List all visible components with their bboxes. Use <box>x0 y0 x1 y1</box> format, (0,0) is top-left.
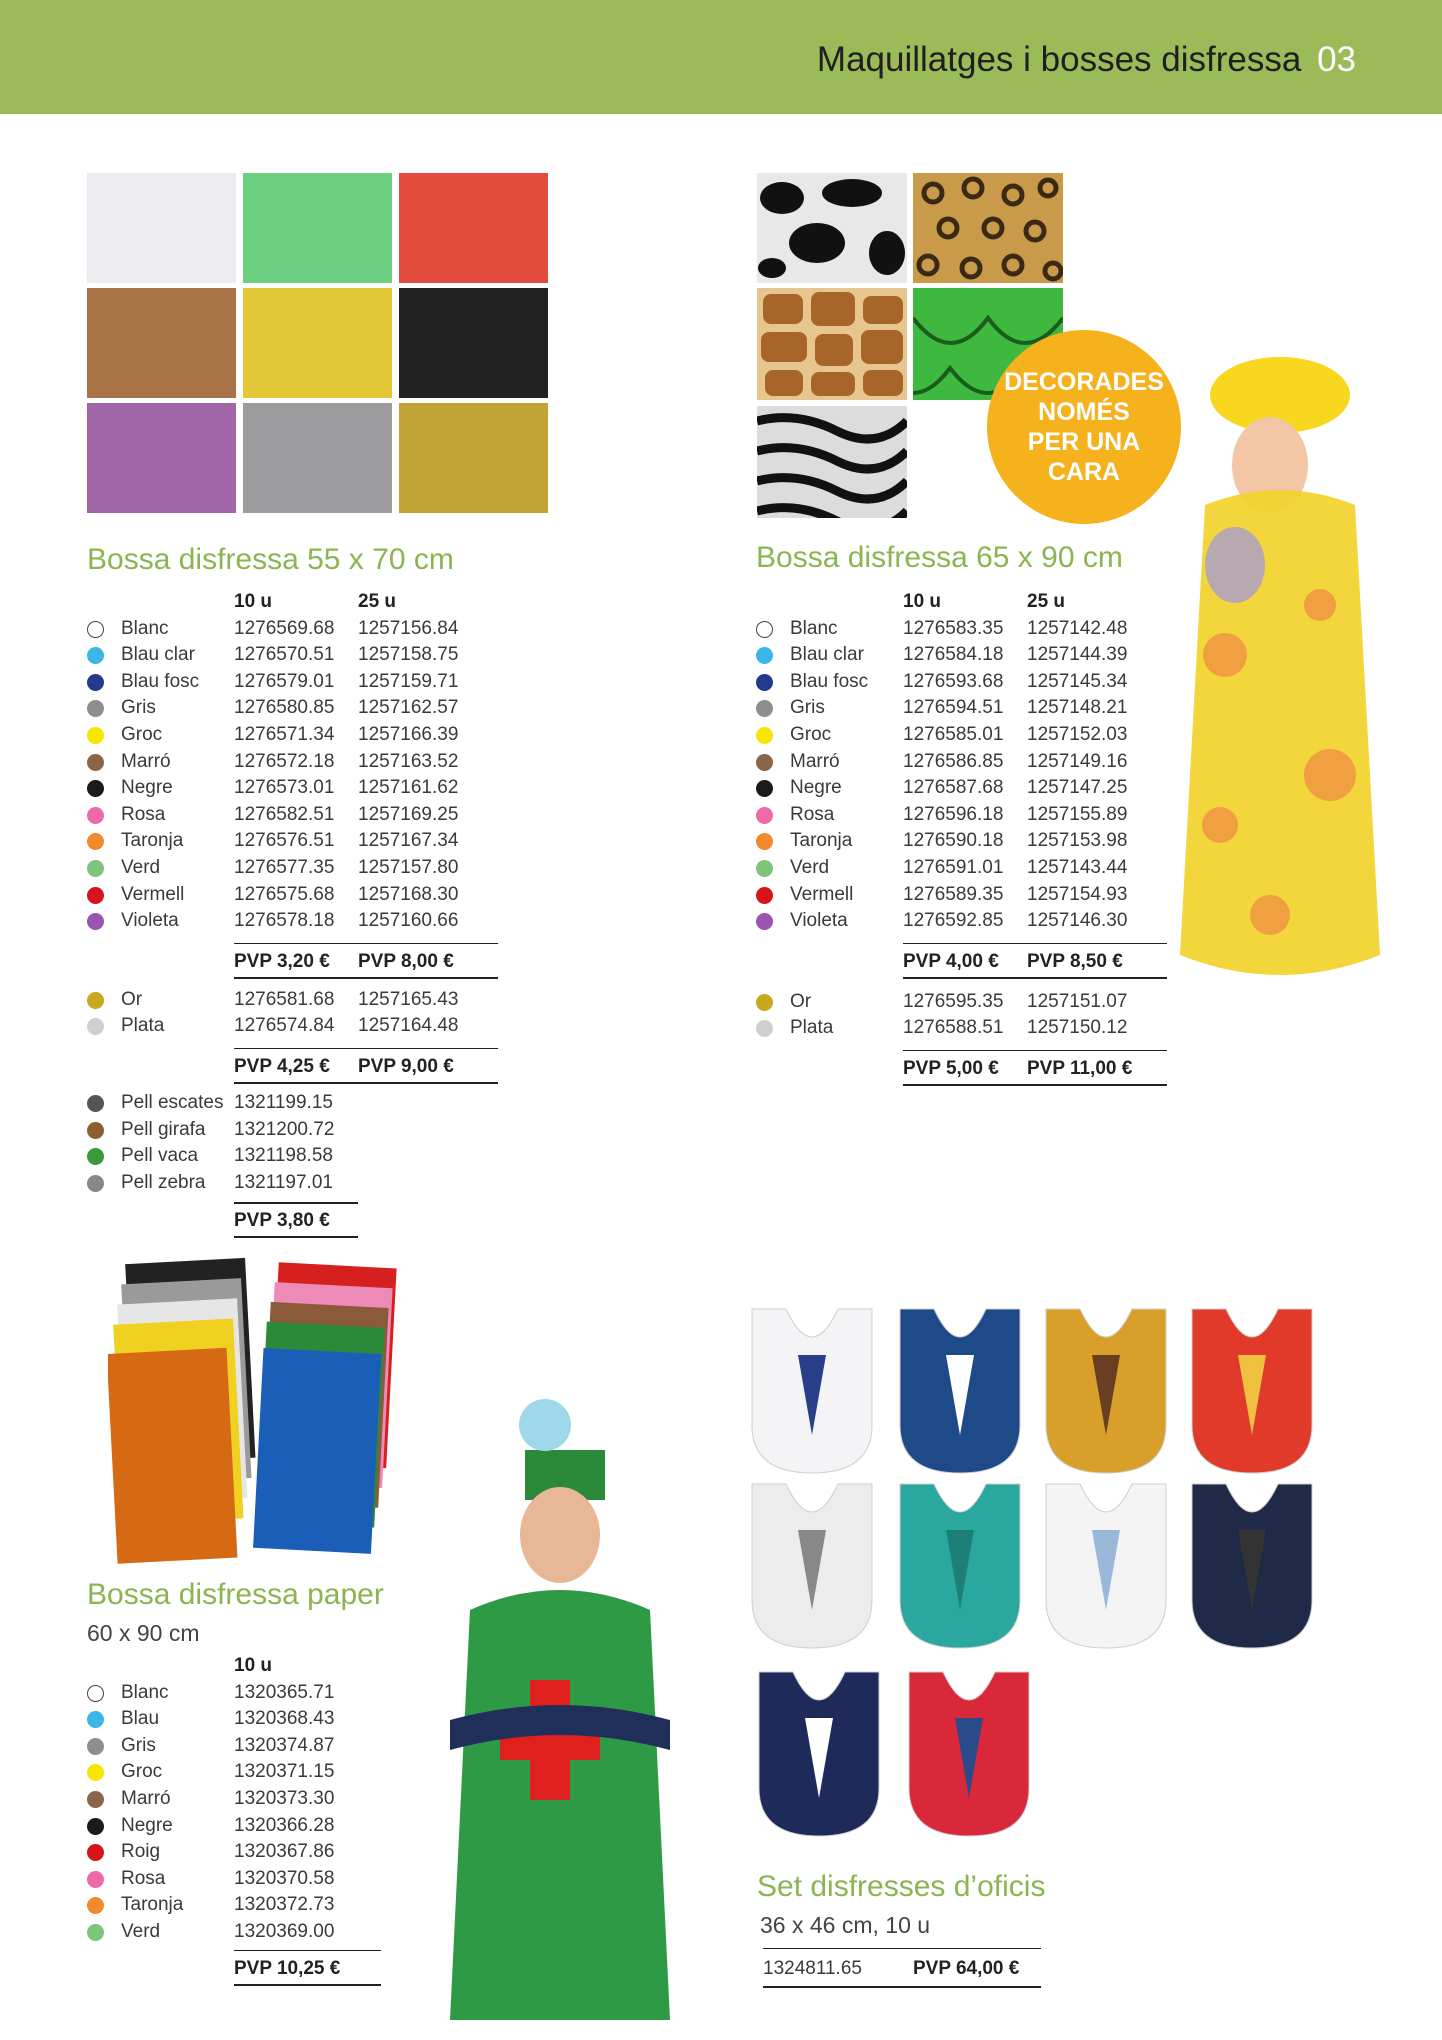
ref-code: 1276592.85 <box>903 910 1004 932</box>
price-rule-top <box>903 1050 1167 1052</box>
price-label: PVP 8,00 € <box>358 950 454 972</box>
table-row <box>87 1866 358 1893</box>
color-name: Groc <box>121 1761 163 1783</box>
ref-code: 1257150.12 <box>1027 1017 1128 1039</box>
ref-code: 1320366.28 <box>234 1814 335 1836</box>
ref-code: 1257146.30 <box>1027 910 1128 932</box>
table-row <box>756 802 1167 829</box>
bag65-title: Bossa disfressa 65 x 90 cm <box>756 541 1123 574</box>
price-rule-bottom <box>234 1984 381 1986</box>
color-name: Blau clar <box>121 644 195 666</box>
ref-code: 1276581.68 <box>234 988 335 1010</box>
ref-code: 1257156.84 <box>358 617 459 639</box>
price-rule-bottom <box>903 977 1167 979</box>
color-dot-icon <box>87 992 104 1009</box>
set-rule-top <box>763 1948 1041 1949</box>
table-row <box>87 1892 358 1919</box>
cow-pattern-swatch <box>757 173 907 283</box>
color-dot-icon <box>756 647 773 664</box>
color-name: Violeta <box>790 910 848 932</box>
table-row <box>87 1919 358 1946</box>
color-name: Blanc <box>790 617 838 639</box>
bag65-table <box>756 589 1167 1090</box>
color-name: Negre <box>121 1814 173 1836</box>
badge-line-1: DECORADES <box>1004 368 1164 396</box>
table-row <box>87 1733 358 1760</box>
color-name: Verd <box>790 856 830 878</box>
column-header: 10 u <box>234 1655 273 1676</box>
ref-code: 1276591.01 <box>903 856 1004 878</box>
color-name: Blau fosc <box>121 670 200 692</box>
color-dot-icon <box>87 1122 104 1139</box>
color-dot-icon <box>756 913 773 930</box>
color-name: Or <box>790 990 812 1012</box>
color-dot-icon <box>87 674 104 691</box>
table-header <box>87 589 498 616</box>
ref-code: 1276577.35 <box>234 856 335 878</box>
table-row <box>87 1013 498 1040</box>
zebra-pattern-swatch <box>757 406 907 518</box>
price-label: PVP 3,20 € <box>234 950 330 972</box>
color-dot-icon <box>756 887 773 904</box>
table-row <box>756 1015 1167 1042</box>
ref-code: 1276596.18 <box>903 803 1004 825</box>
table-header <box>87 1653 358 1680</box>
ref-code: 1257169.25 <box>358 803 459 825</box>
color-dot-icon <box>756 994 773 1011</box>
color-name: Plata <box>790 1017 834 1039</box>
table-row <box>87 1813 358 1840</box>
paper-title: Bossa disfressa paper <box>87 1578 384 1611</box>
color-dot-icon <box>756 727 773 744</box>
ref-code: 1276585.01 <box>903 723 1004 745</box>
costume-vest <box>1042 1480 1170 1650</box>
ref-code: 1321198.58 <box>234 1145 333 1167</box>
price-rule-bottom <box>234 1082 498 1084</box>
table-row <box>87 1839 358 1866</box>
color-swatch <box>243 173 392 283</box>
color-dot-icon <box>87 1018 104 1035</box>
color-dot-icon <box>87 754 104 771</box>
price-row <box>87 935 498 983</box>
color-name: Taronja <box>121 1894 184 1916</box>
table-row <box>87 642 498 669</box>
color-name: Marró <box>121 750 171 772</box>
badge-line-3: PER UNA <box>1027 428 1141 456</box>
color-dot-icon <box>756 833 773 850</box>
costume-vest <box>748 1480 876 1650</box>
price-rule-bottom <box>903 1084 1167 1086</box>
color-name: Rosa <box>121 1867 166 1889</box>
color-name: Pell zebra <box>121 1171 206 1193</box>
giraffe-pattern-swatch <box>757 288 907 400</box>
ref-code: 1320369.00 <box>234 1920 335 1942</box>
price-rule-bottom <box>234 1236 358 1238</box>
price-rule-top <box>234 1202 358 1204</box>
color-name: Taronja <box>121 830 184 852</box>
table-row <box>756 775 1167 802</box>
color-dot-icon <box>87 1844 104 1861</box>
table-row <box>756 749 1167 776</box>
color-dot-icon <box>87 1818 104 1835</box>
doctor-costume-photo <box>430 1390 680 2040</box>
ref-code: 1320365.71 <box>234 1681 335 1703</box>
color-dot-icon <box>756 807 773 824</box>
price-rule-top <box>234 1950 381 1952</box>
price-rule-top <box>234 1048 498 1050</box>
table-row <box>87 828 498 855</box>
ref-code: 1321197.01 <box>234 1171 333 1193</box>
ref-code: 1257167.34 <box>358 830 459 852</box>
color-dot-icon <box>87 647 104 664</box>
ref-code: 1276587.68 <box>903 777 1004 799</box>
costume-vest <box>1188 1480 1316 1650</box>
price-row <box>756 1042 1167 1090</box>
color-dot-icon <box>87 727 104 744</box>
table-row <box>87 1706 358 1733</box>
costume-vest <box>1188 1305 1316 1475</box>
color-dot-icon <box>87 807 104 824</box>
ref-code: 1276589.35 <box>903 883 1004 905</box>
table-row <box>87 616 498 643</box>
price-label: PVP 11,00 € <box>1027 1057 1133 1079</box>
bag55-table <box>87 589 498 1242</box>
color-name: Marró <box>121 1787 171 1809</box>
ref-code: 1320371.15 <box>234 1761 335 1783</box>
color-name: Roig <box>121 1841 161 1863</box>
color-name: Blanc <box>121 1681 169 1703</box>
color-name: Vermell <box>121 883 185 905</box>
color-name: Pell escates <box>121 1091 224 1113</box>
color-swatch <box>243 288 392 398</box>
color-dot-icon <box>87 1095 104 1112</box>
color-name: Verd <box>121 1920 161 1942</box>
ref-code: 1320368.43 <box>234 1708 335 1730</box>
color-name: Rosa <box>121 803 166 825</box>
column-header: 25 u <box>358 591 397 612</box>
ref-code: 1257157.80 <box>358 856 459 878</box>
color-name: Or <box>121 988 143 1010</box>
color-dot-icon <box>87 1711 104 1728</box>
badge-line-4: CARA <box>1047 458 1121 486</box>
ref-code: 1257165.43 <box>358 988 459 1010</box>
ref-code: 1257160.66 <box>358 910 459 932</box>
leopard-pattern-swatch <box>913 173 1063 283</box>
color-dot-icon <box>87 1148 104 1165</box>
section-title: Maquillatges i bosses disfressa <box>816 40 1302 79</box>
ref-code: 1276586.85 <box>903 750 1004 772</box>
column-header: 10 u <box>903 591 942 612</box>
color-dot-icon <box>756 1020 773 1037</box>
ref-code: 1276594.51 <box>903 697 1004 719</box>
price-label: PVP 3,80 € <box>234 1210 330 1232</box>
costume-vest <box>896 1480 1024 1650</box>
ref-code: 1276572.18 <box>234 750 335 772</box>
ref-code: 1276580.85 <box>234 697 335 719</box>
price-row <box>87 1196 498 1242</box>
ref-code: 1276570.51 <box>234 644 335 666</box>
color-swatch <box>87 288 236 398</box>
color-dot-icon <box>87 1738 104 1755</box>
color-name: Verd <box>121 856 161 878</box>
table-row <box>87 1170 498 1197</box>
color-name: Gris <box>790 697 825 719</box>
color-dot-icon <box>87 1685 104 1702</box>
paper-size: 60 x 90 cm <box>87 1620 200 1646</box>
costume-vest <box>1042 1305 1170 1475</box>
ref-code: 1257147.25 <box>1027 777 1128 799</box>
color-name: Blau fosc <box>790 670 869 692</box>
table-row <box>756 642 1167 669</box>
color-dot-icon <box>756 674 773 691</box>
table-row <box>87 695 498 722</box>
set-title: Set disfresses d’oficis <box>757 1870 1046 1903</box>
ref-code: 1320372.73 <box>234 1894 335 1916</box>
ref-code: 1257148.21 <box>1027 697 1128 719</box>
color-dot-icon <box>756 621 773 638</box>
ref-code: 1257143.44 <box>1027 856 1128 878</box>
color-name: Taronja <box>790 830 853 852</box>
ref-code: 1276579.01 <box>234 670 335 692</box>
cheese-costume-photo <box>1150 355 1410 1005</box>
table-row <box>756 908 1167 935</box>
color-name: Pell girafa <box>121 1118 206 1140</box>
set-price: PVP 64,00 € <box>913 1958 1020 1979</box>
ref-code: 1257142.48 <box>1027 617 1128 639</box>
table-row <box>87 1680 358 1707</box>
ref-code: 1257155.89 <box>1027 803 1128 825</box>
bag55-title: Bossa disfressa 55 x 70 cm <box>87 543 454 576</box>
ref-code: 1320373.30 <box>234 1787 335 1809</box>
table-row <box>756 882 1167 909</box>
color-swatch <box>87 173 236 283</box>
color-name: Vermell <box>790 883 854 905</box>
price-label: PVP 9,00 € <box>358 1055 454 1077</box>
ref-code: 1276576.51 <box>234 830 335 852</box>
price-label: PVP 4,25 € <box>234 1055 330 1077</box>
table-row <box>87 775 498 802</box>
table-row <box>756 989 1167 1016</box>
ref-code: 1320367.86 <box>234 1841 335 1863</box>
table-row <box>87 669 498 696</box>
color-swatch <box>87 403 236 513</box>
color-dot-icon <box>756 700 773 717</box>
ref-code: 1276584.18 <box>903 644 1004 666</box>
ref-code: 1321199.15 <box>234 1091 333 1113</box>
ref-code: 1257154.93 <box>1027 883 1128 905</box>
ref-code: 1276575.68 <box>234 883 335 905</box>
ref-code: 1276583.35 <box>903 617 1004 639</box>
color-name: Groc <box>121 723 163 745</box>
ref-code: 1257158.75 <box>358 644 459 666</box>
ref-code: 1257151.07 <box>1027 990 1128 1012</box>
color-swatch <box>399 403 548 513</box>
color-name: Groc <box>790 723 832 745</box>
price-rule-top <box>903 943 1167 945</box>
set-size: 36 x 46 cm, 10 u <box>760 1912 931 1938</box>
table-row <box>756 828 1167 855</box>
ref-code: 1321200.72 <box>234 1118 335 1140</box>
table-row <box>87 1117 498 1144</box>
ref-code: 1276571.34 <box>234 723 335 745</box>
ref-code: 1257168.30 <box>358 883 459 905</box>
column-header: 25 u <box>1027 591 1066 612</box>
paper-bags-photo <box>108 1255 398 1565</box>
table-row <box>87 1759 358 1786</box>
color-dot-icon <box>87 621 104 638</box>
color-name: Marró <box>790 750 840 772</box>
price-row <box>756 935 1167 983</box>
table-row <box>87 987 498 1014</box>
ref-code: 1276595.35 <box>903 990 1004 1012</box>
color-swatch <box>243 403 392 513</box>
table-row <box>756 669 1167 696</box>
price-label: PVP 5,00 € <box>903 1057 999 1079</box>
price-label: PVP 4,00 € <box>903 950 999 972</box>
ref-code: 1320370.58 <box>234 1867 335 1889</box>
ref-code: 1257162.57 <box>358 697 459 719</box>
color-name: Blau <box>121 1708 160 1730</box>
paper-table <box>87 1653 358 1990</box>
ref-code: 1276573.01 <box>234 777 335 799</box>
color-dot-icon <box>87 1764 104 1781</box>
price-label: PVP 8,50 € <box>1027 950 1123 972</box>
table-row <box>87 1786 358 1813</box>
table-row <box>87 1090 498 1117</box>
color-dot-icon <box>87 1175 104 1192</box>
color-dot-icon <box>87 1791 104 1808</box>
ref-code: 1276574.84 <box>234 1015 335 1037</box>
color-dot-icon <box>87 1871 104 1888</box>
ref-code: 1276582.51 <box>234 803 335 825</box>
color-dot-icon <box>87 913 104 930</box>
table-row <box>756 855 1167 882</box>
color-dot-icon <box>87 833 104 850</box>
color-name: Blanc <box>121 617 169 639</box>
color-name: Blau clar <box>790 644 864 666</box>
price-row <box>87 1946 358 1990</box>
table-row <box>87 749 498 776</box>
color-name: Negre <box>790 777 842 799</box>
color-dot-icon <box>87 780 104 797</box>
table-row <box>756 695 1167 722</box>
page-header <box>0 0 1442 114</box>
ref-code: 1257152.03 <box>1027 723 1128 745</box>
column-header: 10 u <box>234 591 273 612</box>
ref-code: 1257159.71 <box>358 670 459 692</box>
table-row <box>87 908 498 935</box>
price-rule-bottom <box>234 977 498 979</box>
price-label: PVP 10,25 € <box>234 1957 341 1979</box>
ref-code: 1257163.52 <box>358 750 459 772</box>
color-swatch <box>399 288 548 398</box>
ref-code: 1320374.87 <box>234 1734 335 1756</box>
color-name: Gris <box>121 1734 156 1756</box>
color-dot-icon <box>87 887 104 904</box>
color-dot-icon <box>87 700 104 717</box>
price-rule-top <box>234 943 498 945</box>
ref-code: 1276590.18 <box>903 830 1004 852</box>
ref-code: 1276569.68 <box>234 617 335 639</box>
color-dot-icon <box>87 860 104 877</box>
table-header <box>756 589 1167 616</box>
ref-code: 1257145.34 <box>1027 670 1128 692</box>
price-row <box>87 1040 498 1088</box>
table-row <box>756 616 1167 643</box>
badge-line-2: NOMÉS <box>1038 398 1130 426</box>
ref-code: 1276588.51 <box>903 1017 1004 1039</box>
color-dot-icon <box>756 860 773 877</box>
ref-code: 1257164.48 <box>358 1015 459 1037</box>
color-name: Pell vaca <box>121 1145 199 1167</box>
ref-code: 1276593.68 <box>903 670 1004 692</box>
set-code: 1324811.65 <box>763 1958 862 1979</box>
color-name: Violeta <box>121 910 179 932</box>
costume-vest <box>748 1305 876 1475</box>
color-dot-icon <box>87 1897 104 1914</box>
ref-code: 1276578.18 <box>234 910 335 932</box>
table-row <box>87 882 498 909</box>
table-row <box>87 802 498 829</box>
color-dot-icon <box>87 1924 104 1941</box>
color-dot-icon <box>756 754 773 771</box>
ref-code: 1257144.39 <box>1027 644 1128 666</box>
table-row <box>87 855 498 882</box>
color-name: Plata <box>121 1015 165 1037</box>
page-title <box>817 40 1356 80</box>
costume-vest <box>905 1668 1033 1838</box>
ref-code: 1257166.39 <box>358 723 459 745</box>
table-row <box>87 722 498 749</box>
color-name: Gris <box>121 697 156 719</box>
table-row <box>87 1143 498 1170</box>
ref-code: 1257153.98 <box>1027 830 1128 852</box>
page-number: 03 <box>1317 40 1356 79</box>
costume-vest <box>896 1305 1024 1475</box>
color-dot-icon <box>756 780 773 797</box>
ref-code: 1257149.16 <box>1027 750 1128 772</box>
ref-code: 1257161.62 <box>358 777 459 799</box>
color-name: Rosa <box>790 803 835 825</box>
costume-vest <box>755 1668 883 1838</box>
set-rule-bottom <box>763 1986 1041 1988</box>
color-swatch <box>399 173 548 283</box>
color-name: Negre <box>121 777 173 799</box>
table-row <box>756 722 1167 749</box>
